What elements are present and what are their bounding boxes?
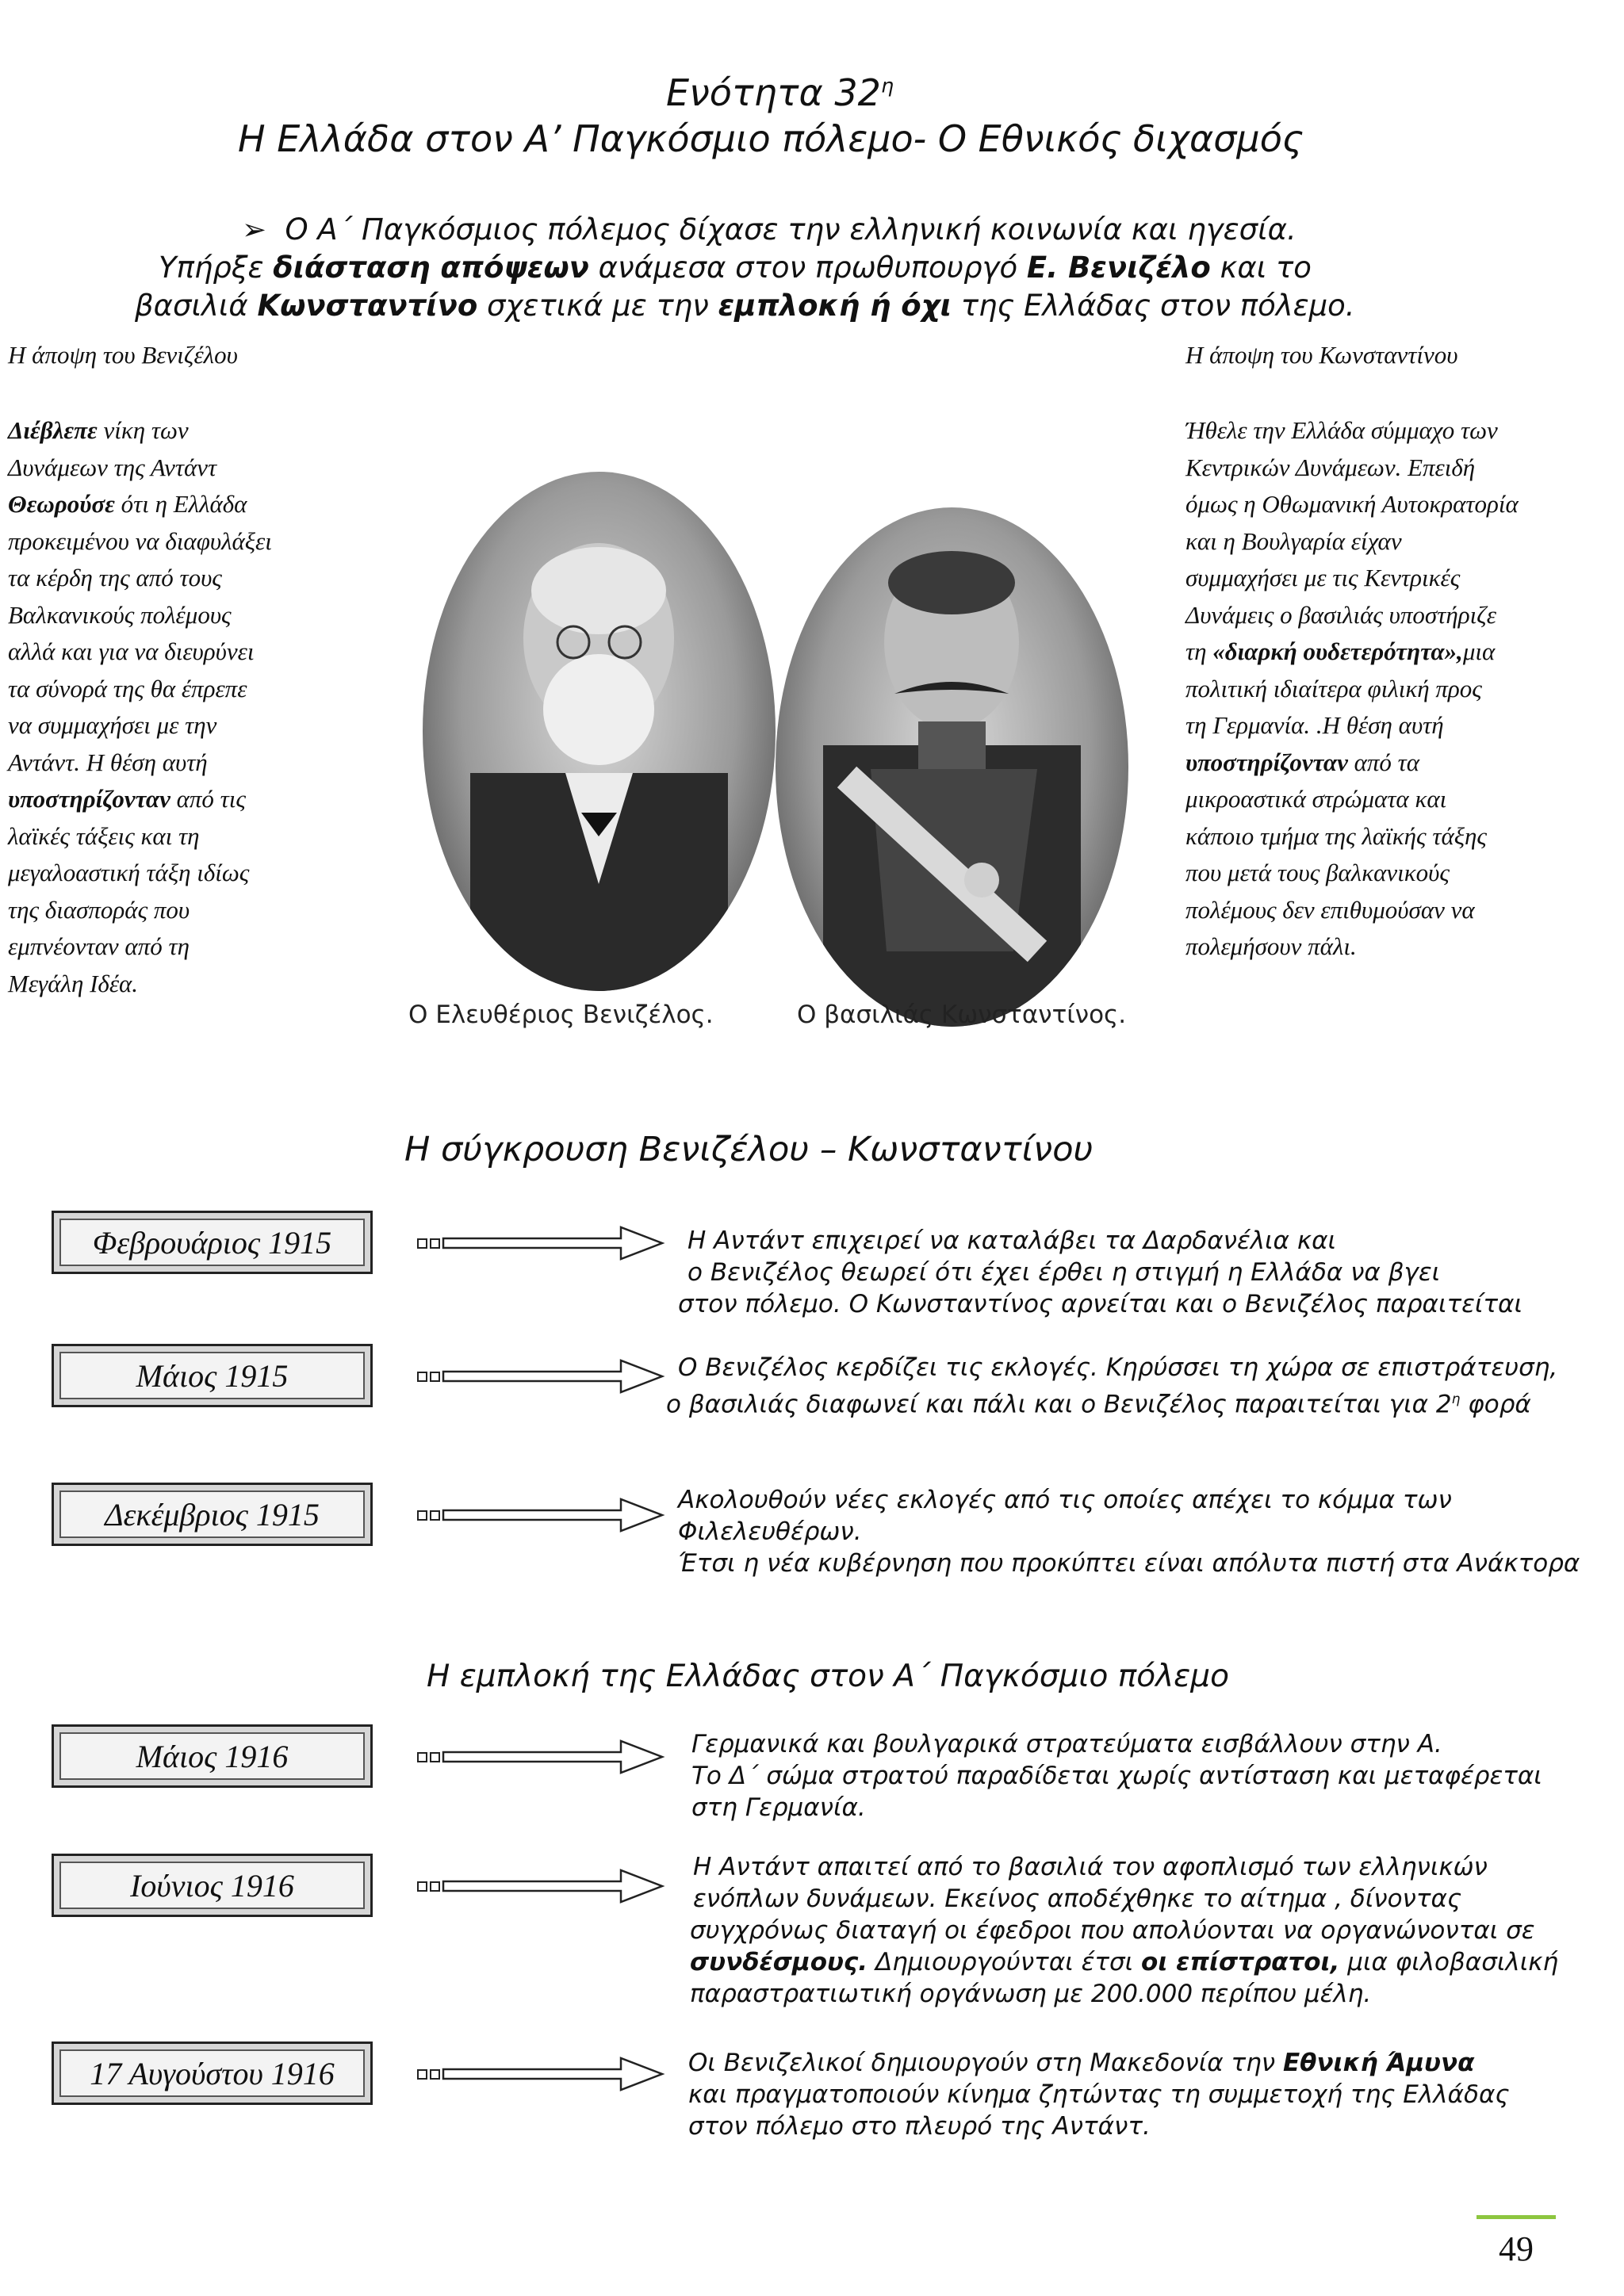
venizelos-portrait [423,472,776,991]
venizelos-view-text: Διέβλεπε νίκη των Δυνάμεων της Αντάντ Θεωρούσε ότι η Ελλάδα προκειμένου να διαφυλάξει τα κέρδη της από τους Βαλκανικούς πολέμους αλλά και για να διευρύνει τα σύνορά της θα έπρεπε να συμμαχήσει με την Αντάντ. Η θέση αυτή υποστηρίζονταν από τις λαϊκές τάξεις και τη μεγαλοαστική τάξη ιδίως της διασποράς που εμπνέονταν από τη Μεγάλη Ιδέα. [8,416,272,997]
timeline-arrow-icon [416,2053,670,2095]
section-conflict-title: Η σύγκρουση Βενιζέλου – Κωνσταντίνου [404,1130,1094,1169]
unit-title: Ενότητα $32^\eta$ [666,71,894,114]
event-desc-may-1916: Γερμανικά και βουλγαρικά στρατεύματα εισβάλλουν στην Α. Το Δ΄ σώμα στρατού παραδίδεται χωρίς αντίσταση και μεταφέρεται στη Γερμανία. [691,1730,1542,1822]
date-box-june-1916: Ιούνιος 1916 [52,1854,373,1917]
intro-line-2: Υπήρξε διάσταση απόψεων ανάμεσα στον πρωθυπουργό Ε. Βενιζέλο και το [159,251,1312,285]
constantine-view-text: Ήθελε την Ελλάδα σύμμαχο των Κεντρικών Δυνάμεων. Επειδή όμως η Οθωμανική Αυτοκρατορία και η Βουλγαρία είχαν συμμαχήσει με τις Κεντρικές Δυνάμεις ο βασιλιάς υποστήριζε τη «διαρκή ουδετερότητα»,μια πολιτική ιδιαίτερα φιλική προς τη Γερμανία. .Η θέση αυτή υποστηρίζονταν από τα μικροαστικά στρώματα και κάποιο τμήμα της λαϊκής τάξης που μετά τους βαλκανικούς πολέμους δεν επιθυμούσαν να πολεμήσουν πάλι. [1185,416,1519,960]
timeline-arrow-icon [416,1494,670,1536]
venizelos-portrait-image [423,472,776,991]
constantine-caption: Ο βασιλιάς Κωνσταντίνος. [797,1001,1127,1029]
date-box-may-1915: Μάιος 1915 [52,1344,373,1407]
event-desc-may-1915: Ο Βενιζέλος κερδίζει τις εκλογές. Κηρύσσει τη χώρα σε επιστράτευση, ο βασιλιάς διαφωνεί και πάλι και ο Βενιζέλος παραιτείται για $2^\eta$ φορά [666,1353,1558,1419]
constantine-view-heading: Η άποψη του Κωνσταντίνου [1185,341,1458,369]
event-desc-june-1916: Η Αντάντ απαιτεί από το βασιλιά τον αφοπλισμό των ελληνικών ενόπλων δυνάμεων. Εκείνος αποδέχθηκε το αίτημα , δίνοντας συγχρόνως διαταγή οι έφεδροι που απολύονται να οργανώνονται σε συνδέσμους. Δημιουργούνται έτσι οι επίστρατοι, μια φιλοβασιλική παραστρατιωτική οργάνωση με 200.000 περίπου μέλη. [690,1853,1559,2008]
constantine-portrait [776,507,1128,1027]
timeline-arrow-icon [416,1866,670,1907]
intro-line-3: βασιλιά Κωνσταντίνο σχετικά με την εμπλοκή ή όχι της Ελλάδας στον πόλεμο. [135,289,1355,323]
venizelos-view-heading: Η άποψη του Βενιζέλου [8,341,238,369]
event-desc-dec-1915: Ακολουθούν νέες εκλογές από τις οποίες απέχει το κόμμα των Φιλελευθέρων. Έτσι η νέα κυβέρνηση που προκύπτει είναι απόλυτα πιστή στα Ανάκτορα [678,1486,1580,1578]
event-desc-feb-1915: Η Αντάντ επιχειρεί να καταλάβει τα Δαρδανέλια και ο Βενιζέλος θεωρεί ότι έχει έρθει η στιγμή η Ελλάδα να βγει στον πόλεμο. Ο Κωνσταντίνος αρνείται και ο Βενιζέλος παραιτείται [678,1226,1522,1318]
event-desc-aug-1916: Οι Βενιζελικοί δημιουργούν στη Μακεδονία την Εθνική Άμυνα και πραγματοποιούν κίνημα ζητώντας τη συμμετοχή της Ελλάδας στον πόλεμο στο πλευρό της Αντάντ. [688,2049,1510,2141]
page-title: Η Ελλάδα στον Α’ Παγκόσμιο πόλεμο- Ο Εθνικός διχασμός [238,117,1304,160]
date-box-aug-1916: 17 Αυγούστου 1916 [52,2042,373,2105]
timeline-arrow-icon [416,1223,670,1264]
section-involvement-title: Η εμπλοκή της Ελλάδας στον Α΄ Παγκόσμιο πόλεμο [427,1659,1229,1694]
date-box-feb-1915: Φεβρουάριος 1915 [52,1211,373,1274]
timeline-arrow-icon [416,1356,670,1397]
date-box-may-1916: Μάιος 1916 [52,1724,373,1788]
bullet-arrow-icon: ➢ [242,212,267,247]
page-number: 49 [1477,2215,1556,2279]
date-box-dec-1915: Δεκέμβριος 1915 [52,1483,373,1546]
venizelos-caption: Ο Ελευθέριος Βενιζέλος. [408,1001,714,1029]
intro-line-1: ➢ Ο Α΄ Παγκόσμιος πόλεμος δίχασε την ελληνική κοινωνία και ηγεσία. [242,212,1297,247]
timeline-arrow-icon [416,1736,670,1777]
constantine-portrait-image [776,507,1128,1027]
